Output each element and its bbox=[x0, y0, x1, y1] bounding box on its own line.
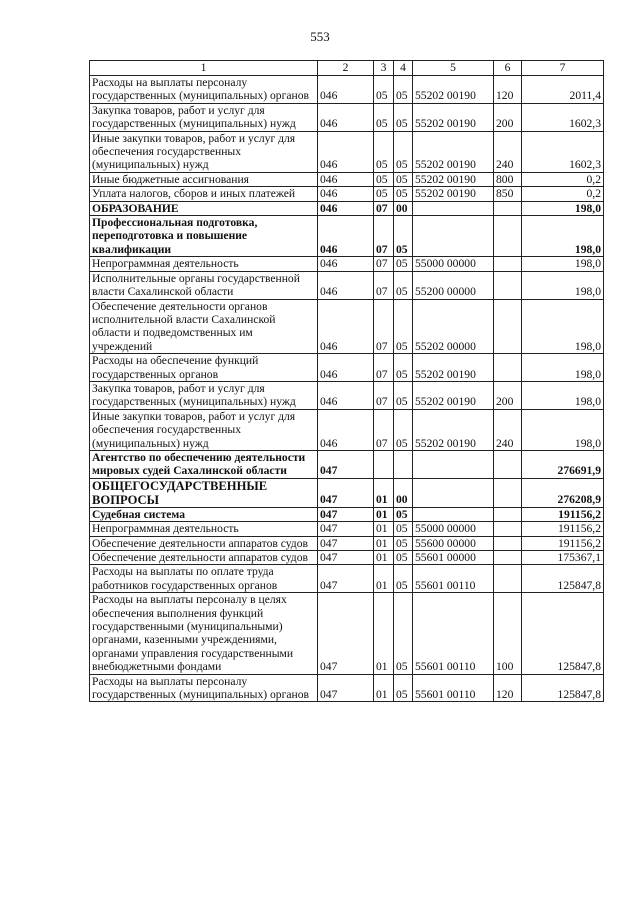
column-header: 7 bbox=[522, 61, 604, 76]
expense-type-code-cell: 120 bbox=[494, 76, 522, 104]
amount-cell: 1602,3 bbox=[522, 103, 604, 131]
expense-type-code-cell bbox=[494, 522, 522, 536]
expense-type-code-cell: 240 bbox=[494, 409, 522, 450]
amount-cell: 2011,4 bbox=[522, 76, 604, 104]
section-code-cell: 01 bbox=[374, 565, 394, 593]
section-code-cell bbox=[374, 450, 394, 478]
amount-cell: 198,0 bbox=[522, 271, 604, 299]
amount-cell: 191156,2 bbox=[522, 507, 604, 521]
subsection-code-cell: 05 bbox=[394, 593, 413, 674]
subsection-code-cell: 00 bbox=[394, 478, 413, 507]
page-number: 553 bbox=[310, 29, 330, 44]
subsection-code-cell: 05 bbox=[394, 76, 413, 104]
item-name-cell: Иные бюджетные ассигнования bbox=[90, 172, 318, 186]
section-code-cell: 07 bbox=[374, 299, 394, 354]
target-article-code-cell: 55202 00190 bbox=[413, 409, 494, 450]
column-header: 2 bbox=[318, 61, 374, 76]
ministry-code-cell: 046 bbox=[318, 201, 374, 215]
item-name-cell: Исполнительные органы государственной власти Сахалинской области bbox=[90, 271, 318, 299]
section-code-cell: 01 bbox=[374, 551, 394, 565]
subsection-code-cell: 05 bbox=[394, 409, 413, 450]
expense-type-code-cell: 200 bbox=[494, 103, 522, 131]
subsection-code-cell: 05 bbox=[394, 381, 413, 409]
table-row bbox=[90, 131, 604, 172]
ministry-code-cell: 047 bbox=[318, 674, 374, 702]
target-article-code-cell: 55601 00110 bbox=[413, 674, 494, 702]
section-code-cell: 05 bbox=[374, 103, 394, 131]
expense-type-code-cell: 800 bbox=[494, 172, 522, 186]
target-article-code-cell: 55600 00000 bbox=[413, 536, 494, 550]
amount-cell: 198,0 bbox=[522, 381, 604, 409]
target-article-code-cell bbox=[413, 450, 494, 478]
subsection-code-cell: 05 bbox=[394, 257, 413, 271]
target-article-code-cell bbox=[413, 216, 494, 257]
amount-cell: 198,0 bbox=[522, 257, 604, 271]
section-code-cell: 07 bbox=[374, 409, 394, 450]
table-row bbox=[90, 536, 604, 550]
ministry-code-cell: 046 bbox=[318, 187, 374, 201]
subsection-code-cell: 05 bbox=[394, 507, 413, 521]
section-code-cell: 07 bbox=[374, 201, 394, 215]
item-name-cell: Агентство по обеспечению деятельности мировых судей Сахалинской области bbox=[90, 450, 318, 478]
table-row bbox=[90, 507, 604, 521]
subsection-code-cell: 05 bbox=[394, 674, 413, 702]
expense-type-code-cell bbox=[494, 507, 522, 521]
ministry-code-cell: 047 bbox=[318, 507, 374, 521]
target-article-code-cell: 55202 00190 bbox=[413, 187, 494, 201]
expense-type-code-cell bbox=[494, 551, 522, 565]
budget-table bbox=[89, 60, 604, 702]
table-row bbox=[90, 478, 604, 507]
subsection-code-cell: 05 bbox=[394, 522, 413, 536]
section-code-cell: 01 bbox=[374, 536, 394, 550]
ministry-code-cell: 046 bbox=[318, 299, 374, 354]
item-name-cell: Иные закупки товаров, работ и услуг для обеспечения государственных (муниципальных) нужд bbox=[90, 131, 318, 172]
ministry-code-cell: 046 bbox=[318, 216, 374, 257]
amount-cell: 276691,9 bbox=[522, 450, 604, 478]
item-name-cell: Расходы на выплаты персоналу государственных (муниципальных) органов bbox=[90, 674, 318, 702]
ministry-code-cell: 046 bbox=[318, 271, 374, 299]
target-article-code-cell bbox=[413, 478, 494, 507]
target-article-code-cell: 55601 00000 bbox=[413, 551, 494, 565]
section-code-cell: 07 bbox=[374, 257, 394, 271]
amount-cell: 191156,2 bbox=[522, 522, 604, 536]
table-row bbox=[90, 103, 604, 131]
subsection-code-cell: 05 bbox=[394, 271, 413, 299]
item-name-cell: Непрограммная деятельность bbox=[90, 257, 318, 271]
amount-cell: 125847,8 bbox=[522, 565, 604, 593]
column-header: 5 bbox=[413, 61, 494, 76]
target-article-code-cell: 55202 00190 bbox=[413, 172, 494, 186]
table-row bbox=[90, 257, 604, 271]
column-header: 6 bbox=[494, 61, 522, 76]
amount-cell: 276208,9 bbox=[522, 478, 604, 507]
item-name-cell: Расходы на выплаты персоналу в целях обеспечения выполнения функций государственными (муниципальными) органами, казенными учреждениями, органами управления государственными внебюджетными фондами bbox=[90, 593, 318, 674]
subsection-code-cell: 05 bbox=[394, 354, 413, 382]
section-code-cell: 07 bbox=[374, 354, 394, 382]
target-article-code-cell: 55202 00190 bbox=[413, 103, 494, 131]
section-code-cell: 01 bbox=[374, 478, 394, 507]
expense-type-code-cell: 200 bbox=[494, 381, 522, 409]
expense-type-code-cell bbox=[494, 450, 522, 478]
amount-cell: 198,0 bbox=[522, 201, 604, 215]
item-name-cell: Закупка товаров, работ и услуг для государственных (муниципальных) нужд bbox=[90, 103, 318, 131]
expense-type-code-cell bbox=[494, 216, 522, 257]
amount-cell: 198,0 bbox=[522, 409, 604, 450]
subsection-code-cell: 05 bbox=[394, 565, 413, 593]
table-row bbox=[90, 593, 604, 674]
ministry-code-cell: 047 bbox=[318, 551, 374, 565]
amount-cell: 191156,2 bbox=[522, 536, 604, 550]
ministry-code-cell: 047 bbox=[318, 536, 374, 550]
expense-type-code-cell bbox=[494, 201, 522, 215]
section-code-cell: 07 bbox=[374, 271, 394, 299]
ministry-code-cell: 046 bbox=[318, 381, 374, 409]
target-article-code-cell: 55202 00190 bbox=[413, 76, 494, 104]
ministry-code-cell: 047 bbox=[318, 565, 374, 593]
target-article-code-cell: 55200 00000 bbox=[413, 271, 494, 299]
expense-type-code-cell: 100 bbox=[494, 593, 522, 674]
table-row bbox=[90, 271, 604, 299]
ministry-code-cell: 046 bbox=[318, 409, 374, 450]
amount-cell: 198,0 bbox=[522, 354, 604, 382]
ministry-code-cell: 046 bbox=[318, 257, 374, 271]
amount-cell: 1602,3 bbox=[522, 131, 604, 172]
expense-type-code-cell bbox=[494, 299, 522, 354]
item-name-cell: Обеспечение деятельности органов исполнительной власти Сахалинской области и подведомственных им учреждений bbox=[90, 299, 318, 354]
ministry-code-cell: 046 bbox=[318, 131, 374, 172]
subsection-code-cell: 05 bbox=[394, 551, 413, 565]
section-code-cell: 07 bbox=[374, 216, 394, 257]
target-article-code-cell bbox=[413, 201, 494, 215]
ministry-code-cell: 047 bbox=[318, 522, 374, 536]
section-code-cell: 05 bbox=[374, 172, 394, 186]
section-code-cell: 05 bbox=[374, 76, 394, 104]
ministry-code-cell: 046 bbox=[318, 76, 374, 104]
amount-cell: 198,0 bbox=[522, 216, 604, 257]
ministry-code-cell: 046 bbox=[318, 172, 374, 186]
target-article-code-cell bbox=[413, 507, 494, 521]
section-code-cell: 07 bbox=[374, 381, 394, 409]
item-name-cell: Профессиональная подготовка, переподготовка и повышение квалификации bbox=[90, 216, 318, 257]
item-name-cell: Судебная система bbox=[90, 507, 318, 521]
subsection-code-cell: 00 bbox=[394, 201, 413, 215]
section-code-cell: 05 bbox=[374, 187, 394, 201]
expense-type-code-cell bbox=[494, 271, 522, 299]
section-code-cell: 01 bbox=[374, 593, 394, 674]
amount-cell: 0,2 bbox=[522, 172, 604, 186]
target-article-code-cell: 55202 00190 bbox=[413, 381, 494, 409]
target-article-code-cell: 55202 00000 bbox=[413, 299, 494, 354]
subsection-code-cell bbox=[394, 450, 413, 478]
column-header: 1 bbox=[90, 61, 318, 76]
subsection-code-cell: 05 bbox=[394, 187, 413, 201]
column-header: 4 bbox=[394, 61, 413, 76]
amount-cell: 198,0 bbox=[522, 299, 604, 354]
table-row bbox=[90, 551, 604, 565]
expense-type-code-cell bbox=[494, 536, 522, 550]
table-row bbox=[90, 674, 604, 702]
item-name-cell: Иные закупки товаров, работ и услуг для обеспечения государственных (муниципальных) нужд bbox=[90, 409, 318, 450]
ministry-code-cell: 046 bbox=[318, 354, 374, 382]
item-name-cell: ОБРАЗОВАНИЕ bbox=[90, 201, 318, 215]
expense-type-code-cell bbox=[494, 565, 522, 593]
subsection-code-cell: 05 bbox=[394, 172, 413, 186]
table-row bbox=[90, 172, 604, 186]
target-article-code-cell: 55601 00110 bbox=[413, 565, 494, 593]
item-name-cell: Уплата налогов, сборов и иных платежей bbox=[90, 187, 318, 201]
table-row bbox=[90, 216, 604, 257]
ministry-code-cell: 047 bbox=[318, 593, 374, 674]
subsection-code-cell: 05 bbox=[394, 299, 413, 354]
section-code-cell: 01 bbox=[374, 507, 394, 521]
item-name-cell: Непрограммная деятельность bbox=[90, 522, 318, 536]
section-code-cell: 01 bbox=[374, 522, 394, 536]
amount-cell: 125847,8 bbox=[522, 674, 604, 702]
section-code-cell: 01 bbox=[374, 674, 394, 702]
target-article-code-cell: 55601 00110 bbox=[413, 593, 494, 674]
amount-cell: 175367,1 bbox=[522, 551, 604, 565]
item-name-cell: Расходы на выплаты по оплате труда работников государственных органов bbox=[90, 565, 318, 593]
table-row bbox=[90, 522, 604, 536]
column-header: 3 bbox=[374, 61, 394, 76]
expense-type-code-cell: 240 bbox=[494, 131, 522, 172]
ministry-code-cell: 047 bbox=[318, 450, 374, 478]
item-name-cell: Обеспечение деятельности аппаратов судов bbox=[90, 536, 318, 550]
table-row bbox=[90, 201, 604, 215]
table-row bbox=[90, 354, 604, 382]
expense-type-code-cell bbox=[494, 257, 522, 271]
subsection-code-cell: 05 bbox=[394, 216, 413, 257]
table-row bbox=[90, 299, 604, 354]
table-row bbox=[90, 450, 604, 478]
table-row bbox=[90, 409, 604, 450]
target-article-code-cell: 55000 00000 bbox=[413, 522, 494, 536]
target-article-code-cell: 55202 00190 bbox=[413, 131, 494, 172]
item-name-cell: Обеспечение деятельности аппаратов судов bbox=[90, 551, 318, 565]
amount-cell: 0,2 bbox=[522, 187, 604, 201]
subsection-code-cell: 05 bbox=[394, 103, 413, 131]
amount-cell: 125847,8 bbox=[522, 593, 604, 674]
target-article-code-cell: 55202 00190 bbox=[413, 354, 494, 382]
subsection-code-cell: 05 bbox=[394, 131, 413, 172]
ministry-code-cell: 046 bbox=[318, 103, 374, 131]
item-name-cell: Расходы на выплаты персоналу государственных (муниципальных) органов bbox=[90, 76, 318, 104]
ministry-code-cell: 047 bbox=[318, 478, 374, 507]
subsection-code-cell: 05 bbox=[394, 536, 413, 550]
expense-type-code-cell bbox=[494, 354, 522, 382]
target-article-code-cell: 55000 00000 bbox=[413, 257, 494, 271]
item-name-cell: Расходы на обеспечение функций государственных органов bbox=[90, 354, 318, 382]
section-code-cell: 05 bbox=[374, 131, 394, 172]
table-row bbox=[90, 381, 604, 409]
expense-type-code-cell: 120 bbox=[494, 674, 522, 702]
item-name-cell: ОБЩЕГОСУДАРСТВЕННЫЕ ВОПРОСЫ bbox=[90, 478, 318, 507]
table-row bbox=[90, 565, 604, 593]
table-row bbox=[90, 187, 604, 201]
expense-type-code-cell: 850 bbox=[494, 187, 522, 201]
item-name-cell: Закупка товаров, работ и услуг для государственных (муниципальных) нужд bbox=[90, 381, 318, 409]
table-header-row bbox=[90, 61, 604, 76]
expense-type-code-cell bbox=[494, 478, 522, 507]
table-row bbox=[90, 76, 604, 104]
